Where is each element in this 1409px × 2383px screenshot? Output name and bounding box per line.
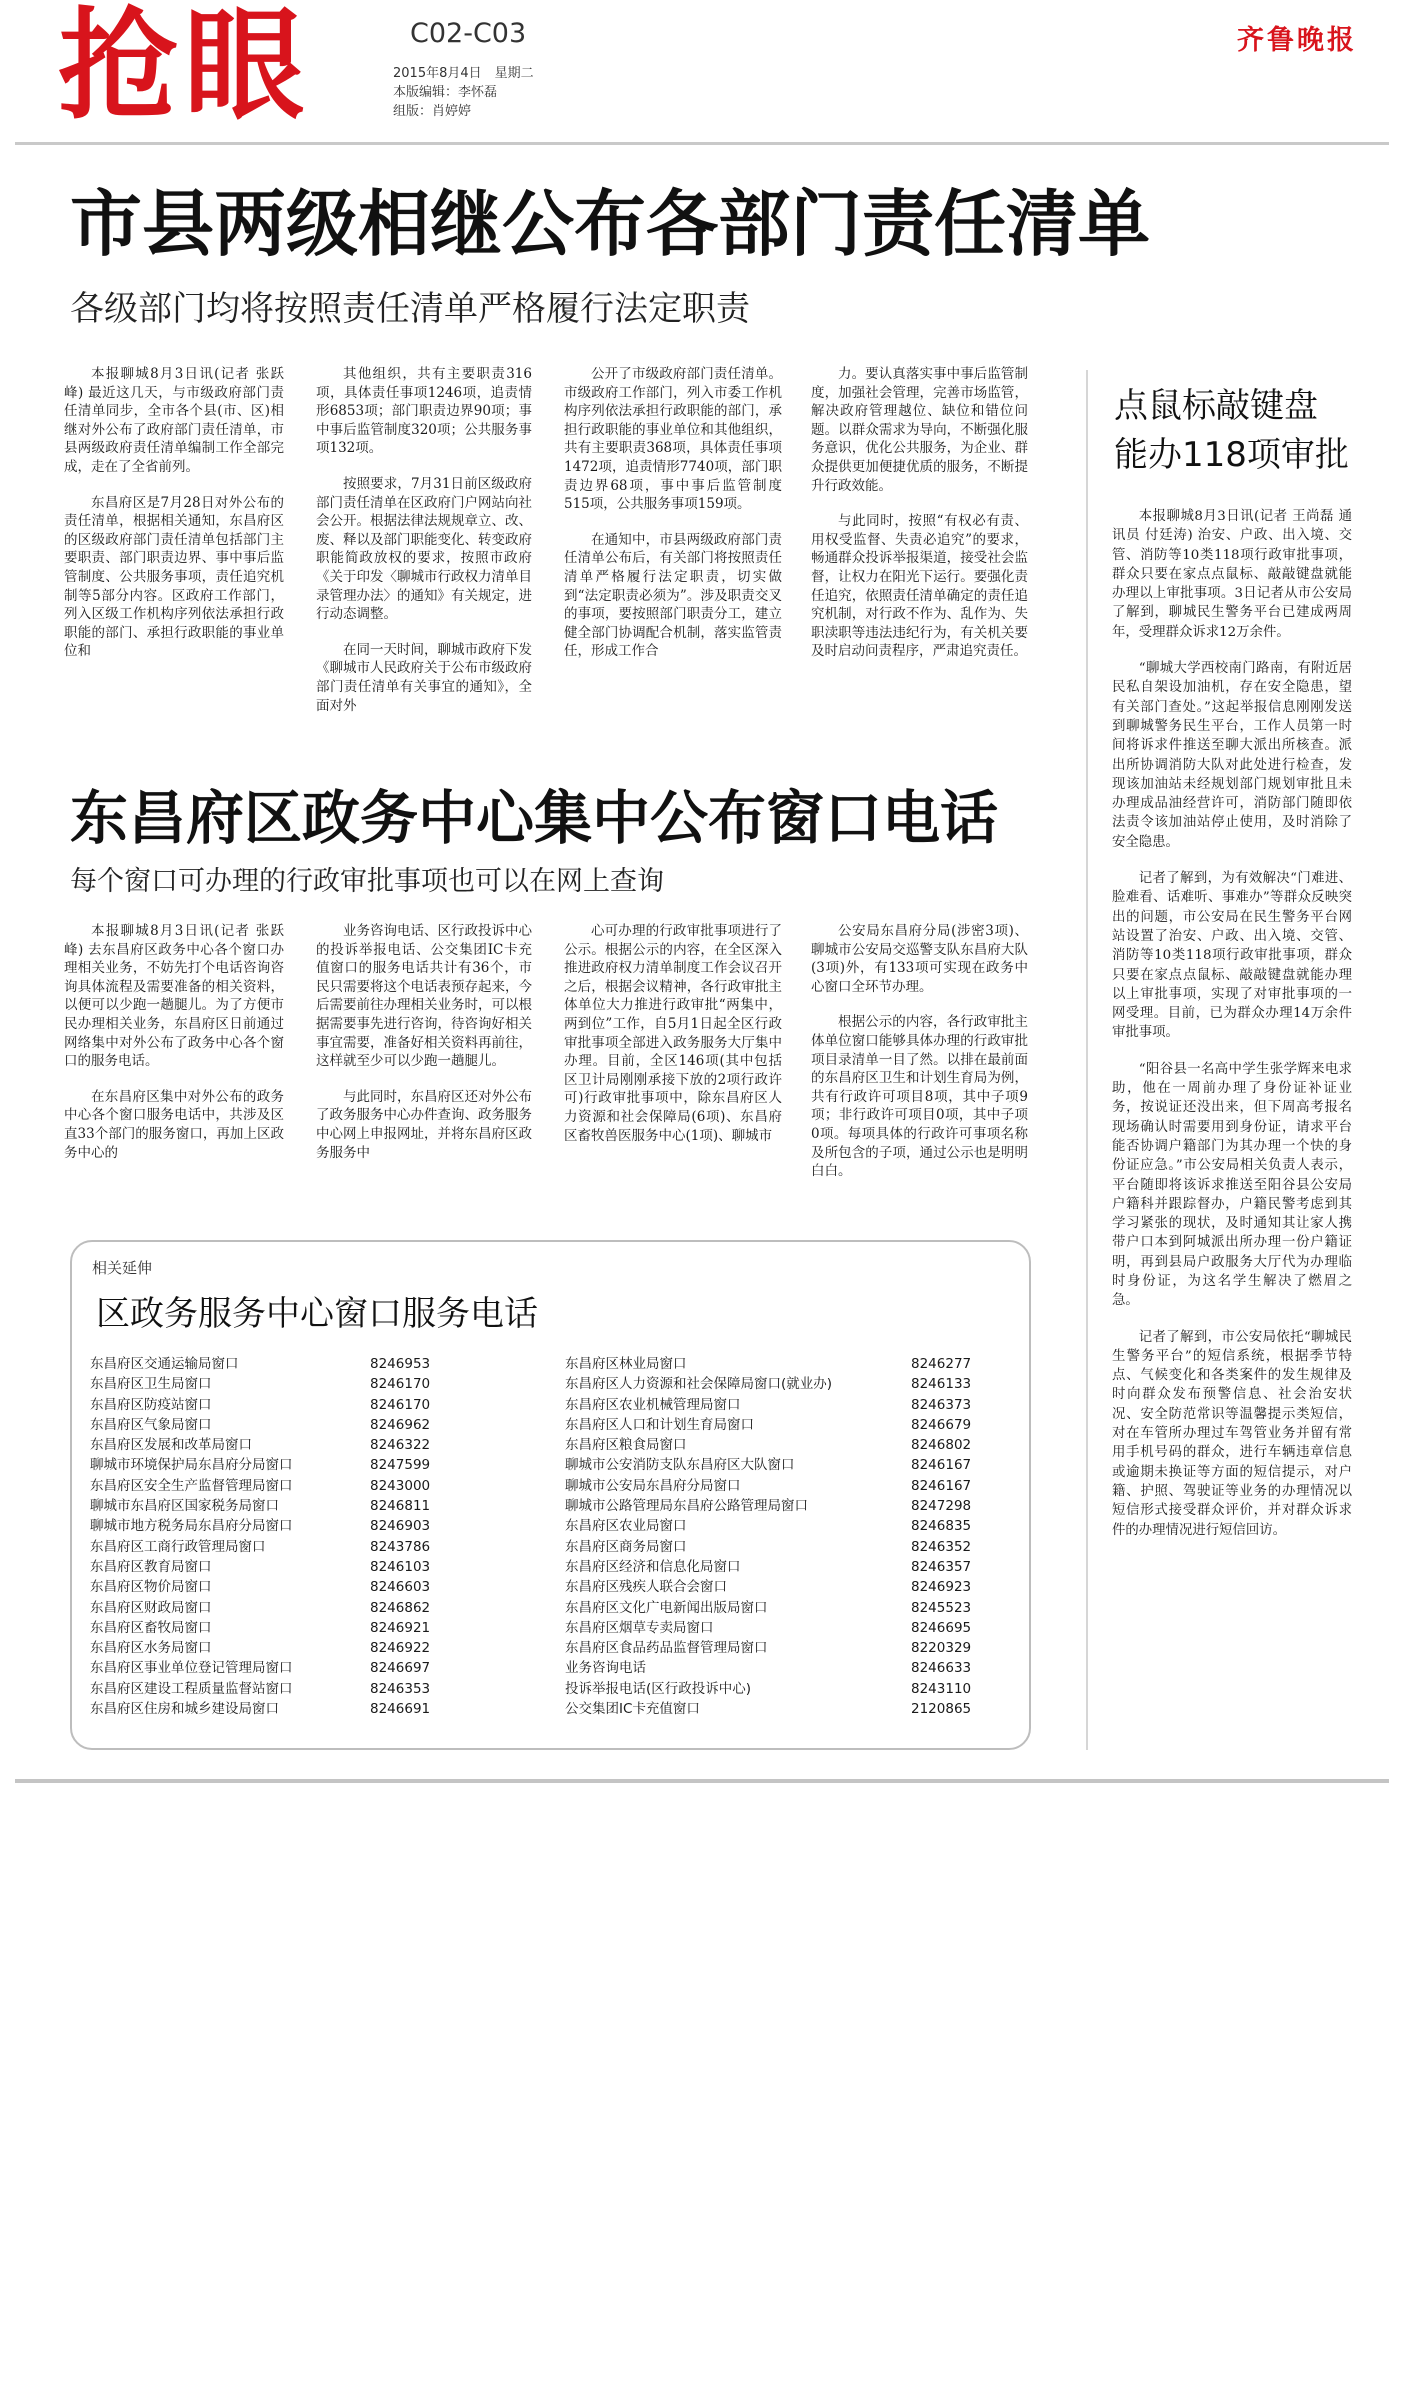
article1-subheadline: 各级部门均将按照责任清单严格履行法定职责 <box>70 289 750 329</box>
list-item: 东昌府区烟草专卖局窗口 8246695 <box>565 1619 972 1636</box>
list-item: 东昌府区教育局窗口 8246103 <box>90 1558 431 1575</box>
article1-column-3: 公开了市级政府部门责任清单。市级政府工作部门，列入市委工作机构序列依法承担行政职能的部门，承担行政职能的事业单位和其他组织，共有主要职责368项，具体责任事项1472项，追责情形7740项，部门职责边界68项，事中事后监管制度515项，公共服务事项159项。 在通知中，市县两级政府部门责任清单公布后，有关部门将按照责任清单严格履行法定职责，切实做到“法定职责必须为”。涉及职责交叉的事项，要按照部门职责分工，建立健全部门协调配合机制，落实监管责任，形成工作合 <box>564 366 782 660</box>
phone-box-title: 区政务服务中心窗口服务电话 <box>96 1294 538 1334</box>
list-item: 东昌府区农业局窗口 8246835 <box>565 1518 972 1535</box>
article2-subheadline: 每个窗口可办理的行政审批事项也可以在网上查询 <box>70 866 664 897</box>
list-item: 东昌府区工商行政管理局窗口 8243786 <box>90 1538 431 1555</box>
list-item: 东昌府区商务局窗口 8246352 <box>565 1538 972 1555</box>
sidebar-article-body: 本报聊城8月3日讯(记者 王尚磊 通讯员 付廷涛) 治安、户政、出入境、交管、消防等10类118项行政审批事项，群众只要在家点点鼠标、敲敲键盘就能办理以上审批事项。3日记者从市公安局了解到，聊城民生警务平台已建成两周年，受理群众诉求12万余件。 “聊城大学西校南门路南，有附近居民私自架设加油机，存在安全隐患，望有关部门查处。”这起举报信息刚刚发送到聊城警务民生平台，工作人员第一时间将诉求件推送至聊大派出所核查。派出所协调消防大队对此处进行检查，发现该加油站未经规划部门规划审批且未办理成品油经营许可，消防部门随即依法责令该加油站停止使用，及时消除了安全隐患。 记者了解到，为有效解决“门难进、脸难看、话难听、事难办”等群众反映突出的问题，市公安局在民生警务平台网站设置了治安、户政、出入境、交管、消防等10类118项行政审批事项，群众只要在家点点鼠标、敲敲键盘就能办理以上审批事项，实现了对审批事项的一网受理。目前，已为群众办理14万余件审批事项。 “阳谷县一名高中学生张学辉来电求助，他在一周前办理了身份证补证业务，按说证还没出来，但下周高考报名现场确认时需要用到身份证，请求平台能否协调户籍部门为其办理一个快的身份证应急。”市公安局相关负责人表示，平台随即将该诉求推送至阳谷县公安局户籍科并跟踪督办，户籍民警考虑到其学习紧张的现状，及时通知其让家人携带户口本到阿城派出所办理一份户籍证明，再到县局户政服务大厅代为办理临时身份证，为这名学生解决了燃眉之急。 记者了解到，市公安局依托“聊城民生警务平台”的短信系统，根据季节特点、气候变化和各类案件的发生规律及时向群众发布预警信息、社会治安状况、安全防范常识等温馨提示类短信，对在车管所办理过车驾管业务并留有常用手机号码的群众，进行车辆违章信息或逾期未换证等方面的短信提示，对户籍、护照、驾驶证等业务的办理情况以短信形式接受群众评价，并对群众诉求件的办理情况进行短信回访。 <box>1112 509 1352 1538</box>
list-item: 聊城市公安局东昌府分局窗口 8246167 <box>565 1477 972 1494</box>
list-item: 东昌府区畜牧局窗口 8246921 <box>90 1619 431 1636</box>
list-item: 东昌府区水务局窗口 8246922 <box>90 1640 431 1657</box>
footer-divider <box>15 1779 1389 1783</box>
article1-column-2: 其他组织，共有主要职责316项，具体责任事项1246项，追责情形6853项；部门职责边界90项；事中事后监管制度320项；公共服务事项132项。 按照要求，7月31日前区级政府部门责任清单在区政府门户网站向社会公开。根据法律法规规章立、改、废、释以及部门职能变化、转变政府职能简政放权的要求，按照市政府《关于印发〈聊城市行政权力清单目录管理办法〉的通知》有关规定，进行动态调整。 在同一天时间，聊城市政府下发《聊城市人民政府关于公布市级政府部门责任清单有关事宜的通知》，全面对外 <box>316 366 532 714</box>
article1-column-1: 本报聊城8月3日讯(记者 张跃峰) 最近这几天，与市级政府部门责任清单同步，全市各个县(市、区)相继对外公布了政府部门责任清单，市县两级政府责任清单编制工作全部完成，走在了全省前列。 东昌府区是7月28日对外公布的责任清单，根据相关通知，东昌府区的区级政府部门责任清单包括部门主要职责、部门职责边界、事中事后监管制度、公共服务事项，责任追究机制等5部分内容。区政府工作部门，列入区级工作机构序列依法承担行政职能的部门、承担行政职能的事业单位和 <box>64 366 284 660</box>
header-divider <box>15 142 1389 145</box>
phone-list-right <box>565 1354 985 1719</box>
list-item: 东昌府区粮食局窗口 8246802 <box>565 1437 972 1454</box>
list-item: 东昌府区防疫站窗口 8246170 <box>90 1396 431 1413</box>
list-item: 东昌府区交通运输局窗口 8246953 <box>90 1356 431 1372</box>
related-tag: 相关延伸 <box>86 1257 158 1278</box>
list-item: 聊城市环境保护局东昌府分局窗口 8247599 <box>90 1457 431 1474</box>
sidebar-divider <box>1086 370 1088 1750</box>
list-item: 东昌府区气象局窗口 8246962 <box>90 1416 431 1433</box>
article2-headline: 东昌府区政务中心集中公布窗口电话 <box>70 784 999 852</box>
list-item: 东昌府区人口和计划生育局窗口 8246679 <box>565 1416 972 1433</box>
sidebar-headline-line1: 点鼠标敲键盘 <box>1114 386 1318 426</box>
list-item: 公交集团IC卡充值窗口 2120865 <box>565 1701 972 1718</box>
list-item: 东昌府区经济和信息化局窗口 8246357 <box>565 1558 972 1575</box>
list-item: 投诉举报电话(区行政投诉中心) 8243110 <box>565 1680 972 1697</box>
list-item: 聊城市公安消防支队东昌府区大队窗口 8246167 <box>565 1457 972 1474</box>
list-item: 聊城市地方税务局东昌府分局窗口 8246903 <box>90 1518 431 1535</box>
sidebar-headline-line2: 能办118项审批 <box>1114 435 1349 475</box>
list-item: 聊城市公路管理局东昌府公路管理局窗口 8247298 <box>565 1498 972 1515</box>
list-item: 东昌府区住房和城乡建设局窗口 8246691 <box>90 1701 431 1718</box>
page-editor: 本版编辑：李怀磊 <box>393 85 498 100</box>
list-item: 东昌府区事业单位登记管理局窗口 8246697 <box>90 1660 431 1677</box>
phone-list-left <box>90 1354 450 1719</box>
list-item: 东昌府区发展和改革局窗口 8246322 <box>90 1437 431 1454</box>
list-item: 东昌府区人力资源和社会保障局窗口(就业办) 8246133 <box>565 1376 972 1393</box>
newspaper-name: 齐鲁晚报 <box>1237 25 1357 56</box>
article2-column-1: 本报聊城8月3日讯(记者 张跃峰) 去东昌府区政务中心各个窗口办理相关业务，不妨先打个电话咨询咨询具体流程及需要准备的相关资料，以便可以少跑一趟腿儿。为了方便市民办理相关业务，东昌府区日前通过网络集中对外公布了政务中心各个窗口的服务电话。 在东昌府区集中对外公布的政务中心各个窗口服务电话中，共涉及区直33个部门的服务窗口，再加上区政务中心的 <box>64 923 284 1161</box>
list-item: 东昌府区农业机械管理局窗口 8246373 <box>565 1396 972 1413</box>
article1-headline: 市县两级相继公布各部门责任清单 <box>70 182 1151 266</box>
article2-column-4: 公安局东昌府分局(涉密3项)、聊城市公安局交巡警支队东昌府大队(3项)外，有133项可实现在政务中心窗口全环节办理。 根据公示的内容，各行政审批主体单位窗口能够具体办理的行政审批项目录清单一目了然。以排在最前面的东昌府区卫生和计划生育局为例，共有行政许可项目8项，其中子项9项；非行政许可项目0项，其中子项0项。每项具体的行政许可事项名称及所包含的子项，通过公示也是明明白白。 <box>811 923 1028 1180</box>
list-item: 东昌府区文化广电新闻出版局窗口 8245523 <box>565 1599 972 1616</box>
list-item: 东昌府区卫生局窗口 8246170 <box>90 1376 431 1393</box>
list-item: 业务咨询电话 8246633 <box>565 1660 972 1677</box>
article2-column-2: 业务咨询电话、区行政投诉中心的投诉举报电话、公交集团IC卡充值窗口的服务电话共计有36个，市民只需要将这个电话表预存起来，今后需要前往办理相关业务时，可以根据需要事先进行咨询，待咨询好相关事宜需要，准备好相关资料再前往，这样就至少可以少跑一趟腿儿。 与此同时，东昌府区还对外公布了政务服务中心办件查询、政务服务中心网上申报网址，并将东昌府区政务服务中 <box>316 923 532 1161</box>
list-item: 东昌府区建设工程质量监督站窗口 8246353 <box>90 1680 431 1697</box>
article2-column-3: 心可办理的行政审批事项进行了公示。根据公示的内容，在全区深入推进政府权力清单制度工作会议召开之后，根据会议精神，各行政审批主体单位大力推进行政审批“两集中，两到位”工作，自5月1日起全区行政审批事项全部进入政务服务大厅集中办理。目前，全区146项(其中包括区卫计局刚刚承接下放的2项行政许可)行政审批事项中，除东昌府区人力资源和社会保障局(6项)、东昌府区畜牧兽医服务中心(1项)、聊城市 <box>564 923 782 1144</box>
list-item: 东昌府区财政局窗口 8246862 <box>90 1599 431 1616</box>
page-layout-credit: 组版：肖婷婷 <box>393 104 472 119</box>
list-item: 聊城市东昌府区国家税务局窗口 8246811 <box>90 1498 431 1515</box>
list-item: 东昌府区残疾人联合会窗口 8246923 <box>565 1579 972 1596</box>
list-item: 东昌府区安全生产监督管理局窗口 8243000 <box>90 1477 431 1494</box>
issue-date: 2015年8月4日 星期二 <box>393 66 534 81</box>
list-item: 东昌府区林业局窗口 8246277 <box>565 1356 972 1372</box>
list-item: 东昌府区食品药品监督管理局窗口 8220329 <box>565 1640 972 1657</box>
page-range: C02-C03 <box>410 18 527 49</box>
list-item: 东昌府区物价局窗口 8246603 <box>90 1579 431 1596</box>
section-logo: 抢眼 <box>58 0 310 136</box>
article1-column-4: 力。要认真落实事中事后监管制度，加强社会管理，完善市场监管，解决政府管理越位、缺位和错位问题。以群众需求为导向，不断强化服务意识，优化公共服务，为企业、群众提供更加便捷优质的服务，不断提升行政效能。 与此同时，按照“有权必有责、用权受监督、失责必追究”的要求，畅通群众投诉举报渠道，接受社会监督，让权力在阳光下运行。要强化责任追究，依照责任清单确定的责任追究机制，对行政不作为、乱作为、失职渎职等违法违纪行为，有关机关要及时启动问责程序，严肃追究责任。 <box>811 366 1028 660</box>
